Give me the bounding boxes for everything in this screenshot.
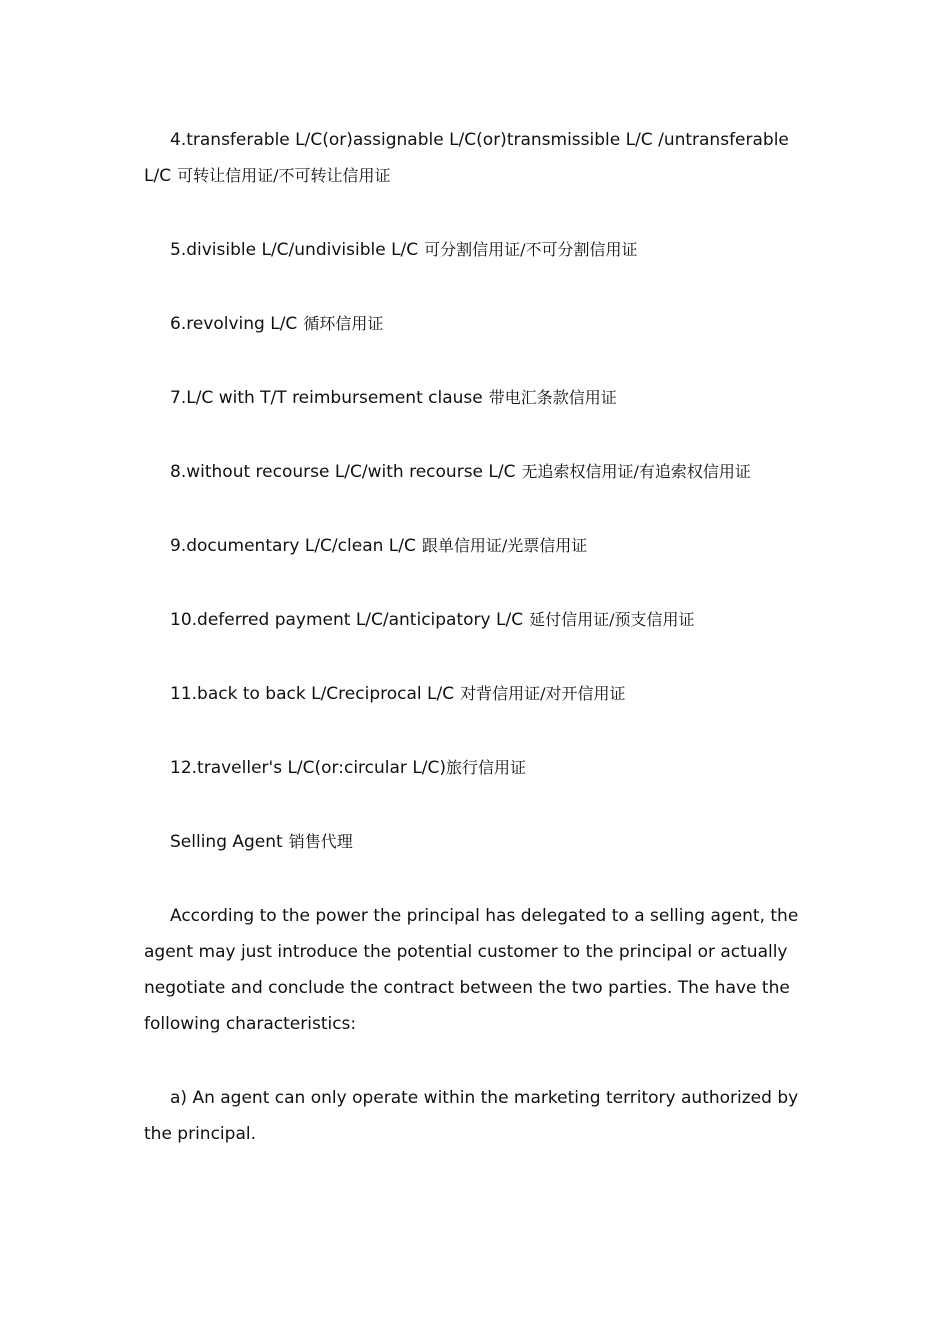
term-english: 8.without recourse L/C/with recourse L/C bbox=[170, 462, 516, 482]
term-english: 5.divisible L/C/undivisible L/C bbox=[170, 240, 419, 260]
term-english: 10.deferred payment L/C/anticipatory L/C bbox=[170, 610, 524, 630]
term-chinese: 对背信用证/对开信用证 bbox=[460, 684, 626, 703]
term-english: 7.L/C with T/T reimbursement clause bbox=[170, 388, 483, 408]
term-chinese: 可转让信用证/不可转让信用证 bbox=[177, 166, 391, 185]
term-english: 6.revolving L/C bbox=[170, 314, 298, 334]
term-chinese: 可分割信用证/不可分割信用证 bbox=[424, 240, 638, 259]
term-chinese: 循环信用证 bbox=[303, 314, 384, 333]
term-item-11 bbox=[144, 676, 812, 712]
term-item-10 bbox=[144, 602, 812, 638]
term-item-7 bbox=[144, 380, 812, 416]
term-chinese: 延付信用证/预支信用证 bbox=[529, 610, 695, 629]
term-english: 9.documentary L/C/clean L/C bbox=[170, 536, 416, 556]
term-english: 4.transferable L/C(or)assignable L/C(or)transmissible L/C /untransferable L/C bbox=[144, 130, 789, 186]
term-item-4 bbox=[144, 122, 812, 194]
term-chinese: 无追索权信用证/有追索权信用证 bbox=[521, 462, 751, 481]
document-body bbox=[144, 122, 812, 1152]
term-chinese: 旅行信用证 bbox=[446, 758, 527, 777]
term-item-6 bbox=[144, 306, 812, 342]
term-item-8 bbox=[144, 454, 812, 490]
section-heading bbox=[144, 824, 812, 860]
section-heading-english: Selling Agent bbox=[170, 832, 283, 852]
body-paragraph: a) An agent can only operate within the marketing territory authorized by the principal. bbox=[144, 1088, 799, 1144]
term-chinese: 带电汇条款信用证 bbox=[488, 388, 617, 407]
term-chinese: 跟单信用证/光票信用证 bbox=[421, 536, 588, 555]
term-item-9 bbox=[144, 528, 812, 564]
body-paragraph: According to the power the principal has delegated to a selling agent, the agent may just introduce the potential customer to the principal or actually negotiate and conclude the contract between the two parties. The have the following characteristics: bbox=[144, 906, 799, 1034]
term-item-12 bbox=[144, 750, 812, 786]
term-english: 11.back to back L/Creciprocal L/C bbox=[170, 684, 455, 704]
section-heading-chinese: 销售代理 bbox=[288, 832, 353, 851]
term-item-5 bbox=[144, 232, 812, 268]
term-english: 12.traveller's L/C(or:circular L/C) bbox=[170, 758, 447, 778]
